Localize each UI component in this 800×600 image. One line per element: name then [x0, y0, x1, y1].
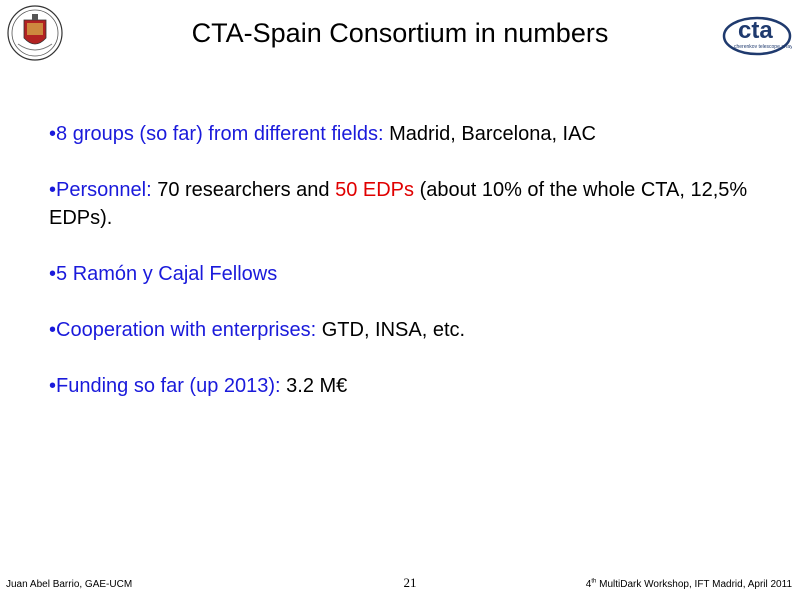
- cta-logo-subtext: cherenkov telescope array: [734, 44, 792, 50]
- bullet-rest: Madrid, Barcelona, IAC: [383, 123, 596, 145]
- university-crest-logo: [6, 4, 64, 62]
- bullet-marker: •: [49, 375, 57, 397]
- bullet-personnel: [49, 176, 749, 232]
- bullet-marker: •: [49, 263, 57, 285]
- footer-event-sup: th: [591, 578, 597, 585]
- bullet-sep: :: [275, 375, 281, 397]
- page-number: 21: [403, 575, 417, 590]
- bullet-highlight: 50 EDPs: [335, 179, 415, 201]
- bullet-sep: :: [146, 179, 152, 201]
- bullet-lead: 5 Ramón y Cajal Fellows: [56, 263, 278, 285]
- cta-logo-text: cta: [738, 17, 773, 44]
- bullet-list: [49, 120, 749, 428]
- footer-author: Juan Abel Barrio, GAE-UCM: [6, 579, 133, 590]
- bullet-sep: :: [310, 319, 317, 341]
- bullet-rest: GTD, INSA, etc.: [316, 319, 466, 341]
- bullet-sep: :: [378, 123, 384, 145]
- bullet-enterprises: [49, 316, 749, 344]
- bullet-lead: Cooperation with enterprises: [56, 319, 311, 341]
- bullet-marker: •: [49, 123, 57, 145]
- bullet-rest: 70 researchers and: [151, 179, 336, 201]
- bullet-fellows: [49, 260, 749, 288]
- bullet-marker: •: [49, 179, 57, 201]
- bullet-marker: •: [49, 319, 57, 341]
- footer-event: [586, 578, 792, 592]
- bullet-lead: Personnel: [56, 179, 147, 201]
- footer-event-num: 4: [585, 579, 592, 590]
- slide-title: CTA-Spain Consortium in numbers: [191, 18, 609, 48]
- footer-event-text: MultiDark Workshop, IFT Madrid, April 2011: [596, 579, 792, 590]
- bullet-lead: 8 groups (so far) from different fields: [56, 123, 379, 145]
- cta-logo: [722, 8, 792, 58]
- bullet-rest-b: (about 10% of the whole CTA, 12,5% EDPs).: [49, 179, 748, 229]
- bullet-groups: [49, 120, 749, 148]
- bullet-rest: 3.2 M€: [280, 375, 348, 397]
- bullet-funding: [49, 372, 749, 400]
- bullet-lead: Funding so far (up 2013): [56, 375, 276, 397]
